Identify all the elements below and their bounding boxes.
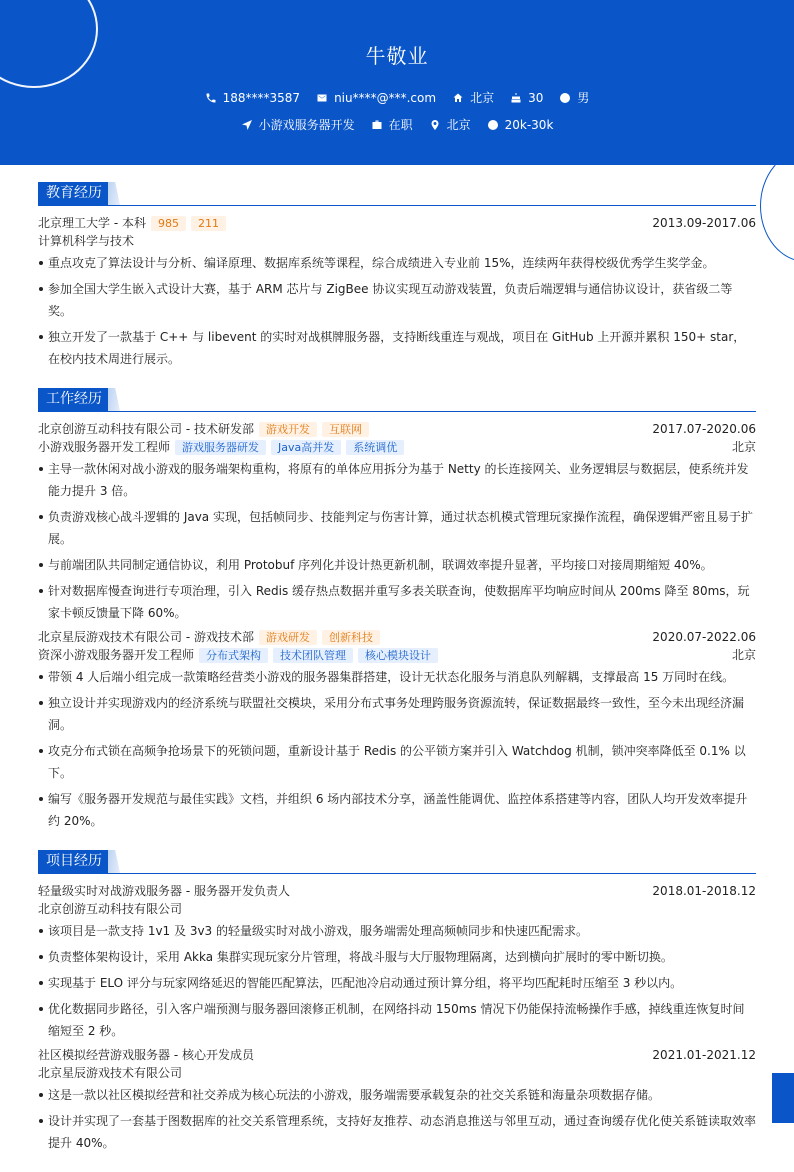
list-item: 针对数据库慢查询进行专项治理，引入 Redis 缓存热点数据并重写多表关联查询，使数据库平均响应时间从 200ms 降至 80ms，玩家卡顿反馈量下降 60%。 <box>38 580 756 624</box>
skill-tag: 核心模块设计 <box>358 648 438 663</box>
position-name: 资深小游戏服务器开发工程师 <box>38 648 195 662</box>
decorative-arc <box>760 150 794 262</box>
list-item: 设计并实现了一套基于图数据库的社交关系管理系统，支持好友推荐、动态消息推送与邻里互动，通过查询缓存优化使关系链读取效率提升 40%。 <box>38 1110 756 1154</box>
job-date: 2017.07-2020.06 <box>652 422 756 436</box>
project-bullets <box>38 1084 756 1154</box>
list-item: 参加全国大学生嵌入式设计大赛，基于 ARM 芯片与 ZigBee 协议实现互动游戏装置，负责后端逻辑与通信协议设计，获省级二等奖。 <box>38 278 756 322</box>
company-tag: 互联网 <box>322 422 369 437</box>
gender-text: 男 <box>577 91 590 105</box>
job-status-item <box>371 116 413 133</box>
phone-text: 188****3587 <box>222 90 301 105</box>
cake-icon <box>510 92 522 104</box>
list-item: 这是一款以社区模拟经营和社交养成为核心玩法的小游戏，服务端需要承载复杂的社交关系链和海量杂项数据存储。 <box>38 1084 756 1106</box>
target-city-text: 北京 <box>446 118 471 132</box>
target-city-item <box>429 116 471 133</box>
phone-icon <box>205 92 217 104</box>
section-title-accent <box>108 182 120 205</box>
job-status-text: 在职 <box>388 118 413 132</box>
contact-row <box>0 89 794 106</box>
section-header <box>38 388 756 412</box>
job-bullets <box>38 458 756 624</box>
education-header-row <box>38 214 756 232</box>
position-name: 小游戏服务器开发工程师 <box>38 440 171 454</box>
list-item: 该项目是一款支持 1v1 及 3v3 的轻量级实时对战小游戏，服务端需处理高频帧同步和快速匹配需求。 <box>38 920 756 942</box>
gender-item <box>559 89 589 106</box>
project-entry <box>38 1046 756 1154</box>
company-row <box>38 420 756 438</box>
intent-row <box>0 116 794 133</box>
project-entry <box>38 882 756 1042</box>
salary-icon <box>487 119 499 131</box>
section-title: 教育经历 <box>38 182 110 205</box>
candidate-name: 牛敬业 <box>365 44 429 68</box>
skill-tag: 游戏服务器研发 <box>175 440 266 455</box>
skill-tag: 技术团队管理 <box>273 648 353 663</box>
project-header-row <box>38 1046 756 1064</box>
project-org: 北京星辰游戏技术有限公司 <box>38 1066 183 1080</box>
position-row <box>38 438 756 456</box>
list-item: 独立开发了一款基于 C++ 与 libevent 的实时对战棋牌服务器，支持断线重连与观战，项目在 GitHub 上开源并累积 150+ star，在校内技术周进行展示。 <box>38 326 756 370</box>
gender-icon <box>559 92 571 104</box>
job-city: 北京 <box>731 440 756 454</box>
company-name: 北京星辰游戏技术有限公司 - 游戏技术部 <box>38 630 254 644</box>
job-entry <box>38 628 756 832</box>
list-item: 负责整体架构设计，采用 Akka 集群实现玩家分片管理，将战斗服与大厅服物理隔离，达到横向扩展时的零中断切换。 <box>38 946 756 968</box>
list-item: 独立设计并实现游戏内的经济系统与联盟社交模块，采用分布式事务处理跨服务资源流转，保证数据最终一致性，至今未出现经济漏洞。 <box>38 692 756 736</box>
email-text: niu****@***.com <box>334 90 437 105</box>
project-date: 2018.01-2018.12 <box>652 884 756 898</box>
target-position-item <box>241 116 355 133</box>
position-row <box>38 646 756 664</box>
age-text: 30 <box>528 90 544 105</box>
major-text: 计算机科学与技术 <box>38 234 135 248</box>
home-icon <box>452 92 464 104</box>
section-header <box>38 182 756 206</box>
hometown-text: 北京 <box>470 91 495 105</box>
section-header <box>38 850 756 874</box>
list-item: 与前端团队共同制定通信协议，利用 Protobuf 序列化并设计热更新机制，联调效率提升显著，平均接口对接周期缩短 40%。 <box>38 554 756 576</box>
list-item: 带领 4 人后端小组完成一款策略经营类小游戏的服务器集群搭建，设计无状态化服务与消息队列解耦，支撑最高 15 万同时在线。 <box>38 666 756 688</box>
send-icon <box>241 119 253 131</box>
job-bullets <box>38 666 756 832</box>
decorative-corner-bar <box>772 1073 794 1123</box>
list-item: 负责游戏核心战斗逻辑的 Java 实现，包括帧同步、技能判定与伤害计算，通过状态机模式管理玩家操作流程，确保逻辑严密且易于扩展。 <box>38 506 756 550</box>
salary-text: 20k-30k <box>504 117 554 132</box>
phone-item <box>205 89 300 106</box>
list-item: 攻克分布式锁在高频争抢场景下的死锁问题，重新设计基于 Redis 的公平锁方案并引入 Watchdog 机制，锁冲突率降低至 0.1% 以下。 <box>38 740 756 784</box>
job-entry <box>38 420 756 624</box>
briefcase-icon <box>371 119 383 131</box>
target-position-text: 小游戏服务器开发 <box>258 118 355 132</box>
school-name: 北京理工大学 - 本科 <box>38 216 146 230</box>
skill-tag: Java高并发 <box>271 440 341 455</box>
project-org-row <box>38 1064 756 1082</box>
list-item: 重点攻克了算法设计与分析、编译原理、数据库系统等课程，综合成绩进入专业前 15%，连续两年获得校级优秀学生奖学金。 <box>38 252 756 274</box>
company-name: 北京创游互动科技有限公司 - 技术研发部 <box>38 422 254 436</box>
project-org: 北京创游互动科技有限公司 <box>38 902 183 916</box>
job-city: 北京 <box>731 648 756 662</box>
education-section <box>38 182 756 370</box>
list-item: 优化数据同步路径，引入客户端预测与服务器回滚修正机制，在网络抖动 150ms 情况下仍能保持流畅操作手感，掉线重连恢复时间缩短至 2 秒。 <box>38 998 756 1042</box>
list-item: 实现基于 ELO 评分与玩家网络延迟的智能匹配算法，匹配池冷启动通过预计算分组，将平均匹配耗时压缩至 3 秒以内。 <box>38 972 756 994</box>
mail-icon <box>316 92 328 104</box>
education-bullets <box>38 252 756 370</box>
job-date: 2020.07-2022.06 <box>652 630 756 644</box>
list-item: 主导一款休闲对战小游戏的服务端架构重构，将原有的单体应用拆分为基于 Netty 的长连接网关、业务逻辑层与数据层，使系统并发能力提升 3 倍。 <box>38 458 756 502</box>
project-date: 2021.01-2021.12 <box>652 1048 756 1062</box>
project-org-row <box>38 900 756 918</box>
header-banner <box>0 0 794 165</box>
age-item <box>510 89 543 106</box>
resume-content <box>38 182 756 1172</box>
email-item <box>316 89 436 106</box>
project-name: 轻量级实时对战游戏服务器 - 服务器开发负责人 <box>38 884 290 898</box>
project-header-row <box>38 882 756 900</box>
company-tag: 创新科技 <box>322 630 380 645</box>
project-bullets <box>38 920 756 1042</box>
skill-tag: 分布式架构 <box>199 648 268 663</box>
location-pin-icon <box>429 119 441 131</box>
school-tag: 211 <box>191 216 226 231</box>
major-row <box>38 232 756 250</box>
section-title: 项目经历 <box>38 850 110 873</box>
project-name: 社区模拟经营游戏服务器 - 核心开发成员 <box>38 1048 254 1062</box>
company-row <box>38 628 756 646</box>
section-title: 工作经历 <box>38 388 110 411</box>
list-item: 编写《服务器开发规范与最佳实践》文档，并组织 6 场内部技术分享，涵盖性能调优、监控体系搭建等内容，团队人均开发效率提升约 20%。 <box>38 788 756 832</box>
salary-item <box>487 116 554 133</box>
education-date: 2013.09-2017.06 <box>652 216 756 230</box>
hometown-item <box>452 89 494 106</box>
projects-section <box>38 850 756 1154</box>
section-title-accent <box>108 850 120 873</box>
company-tag: 游戏研发 <box>259 630 317 645</box>
work-section <box>38 388 756 832</box>
section-title-accent <box>108 388 120 411</box>
school-tag: 985 <box>151 216 186 231</box>
company-tag: 游戏开发 <box>259 422 317 437</box>
skill-tag: 系统调优 <box>346 440 404 455</box>
